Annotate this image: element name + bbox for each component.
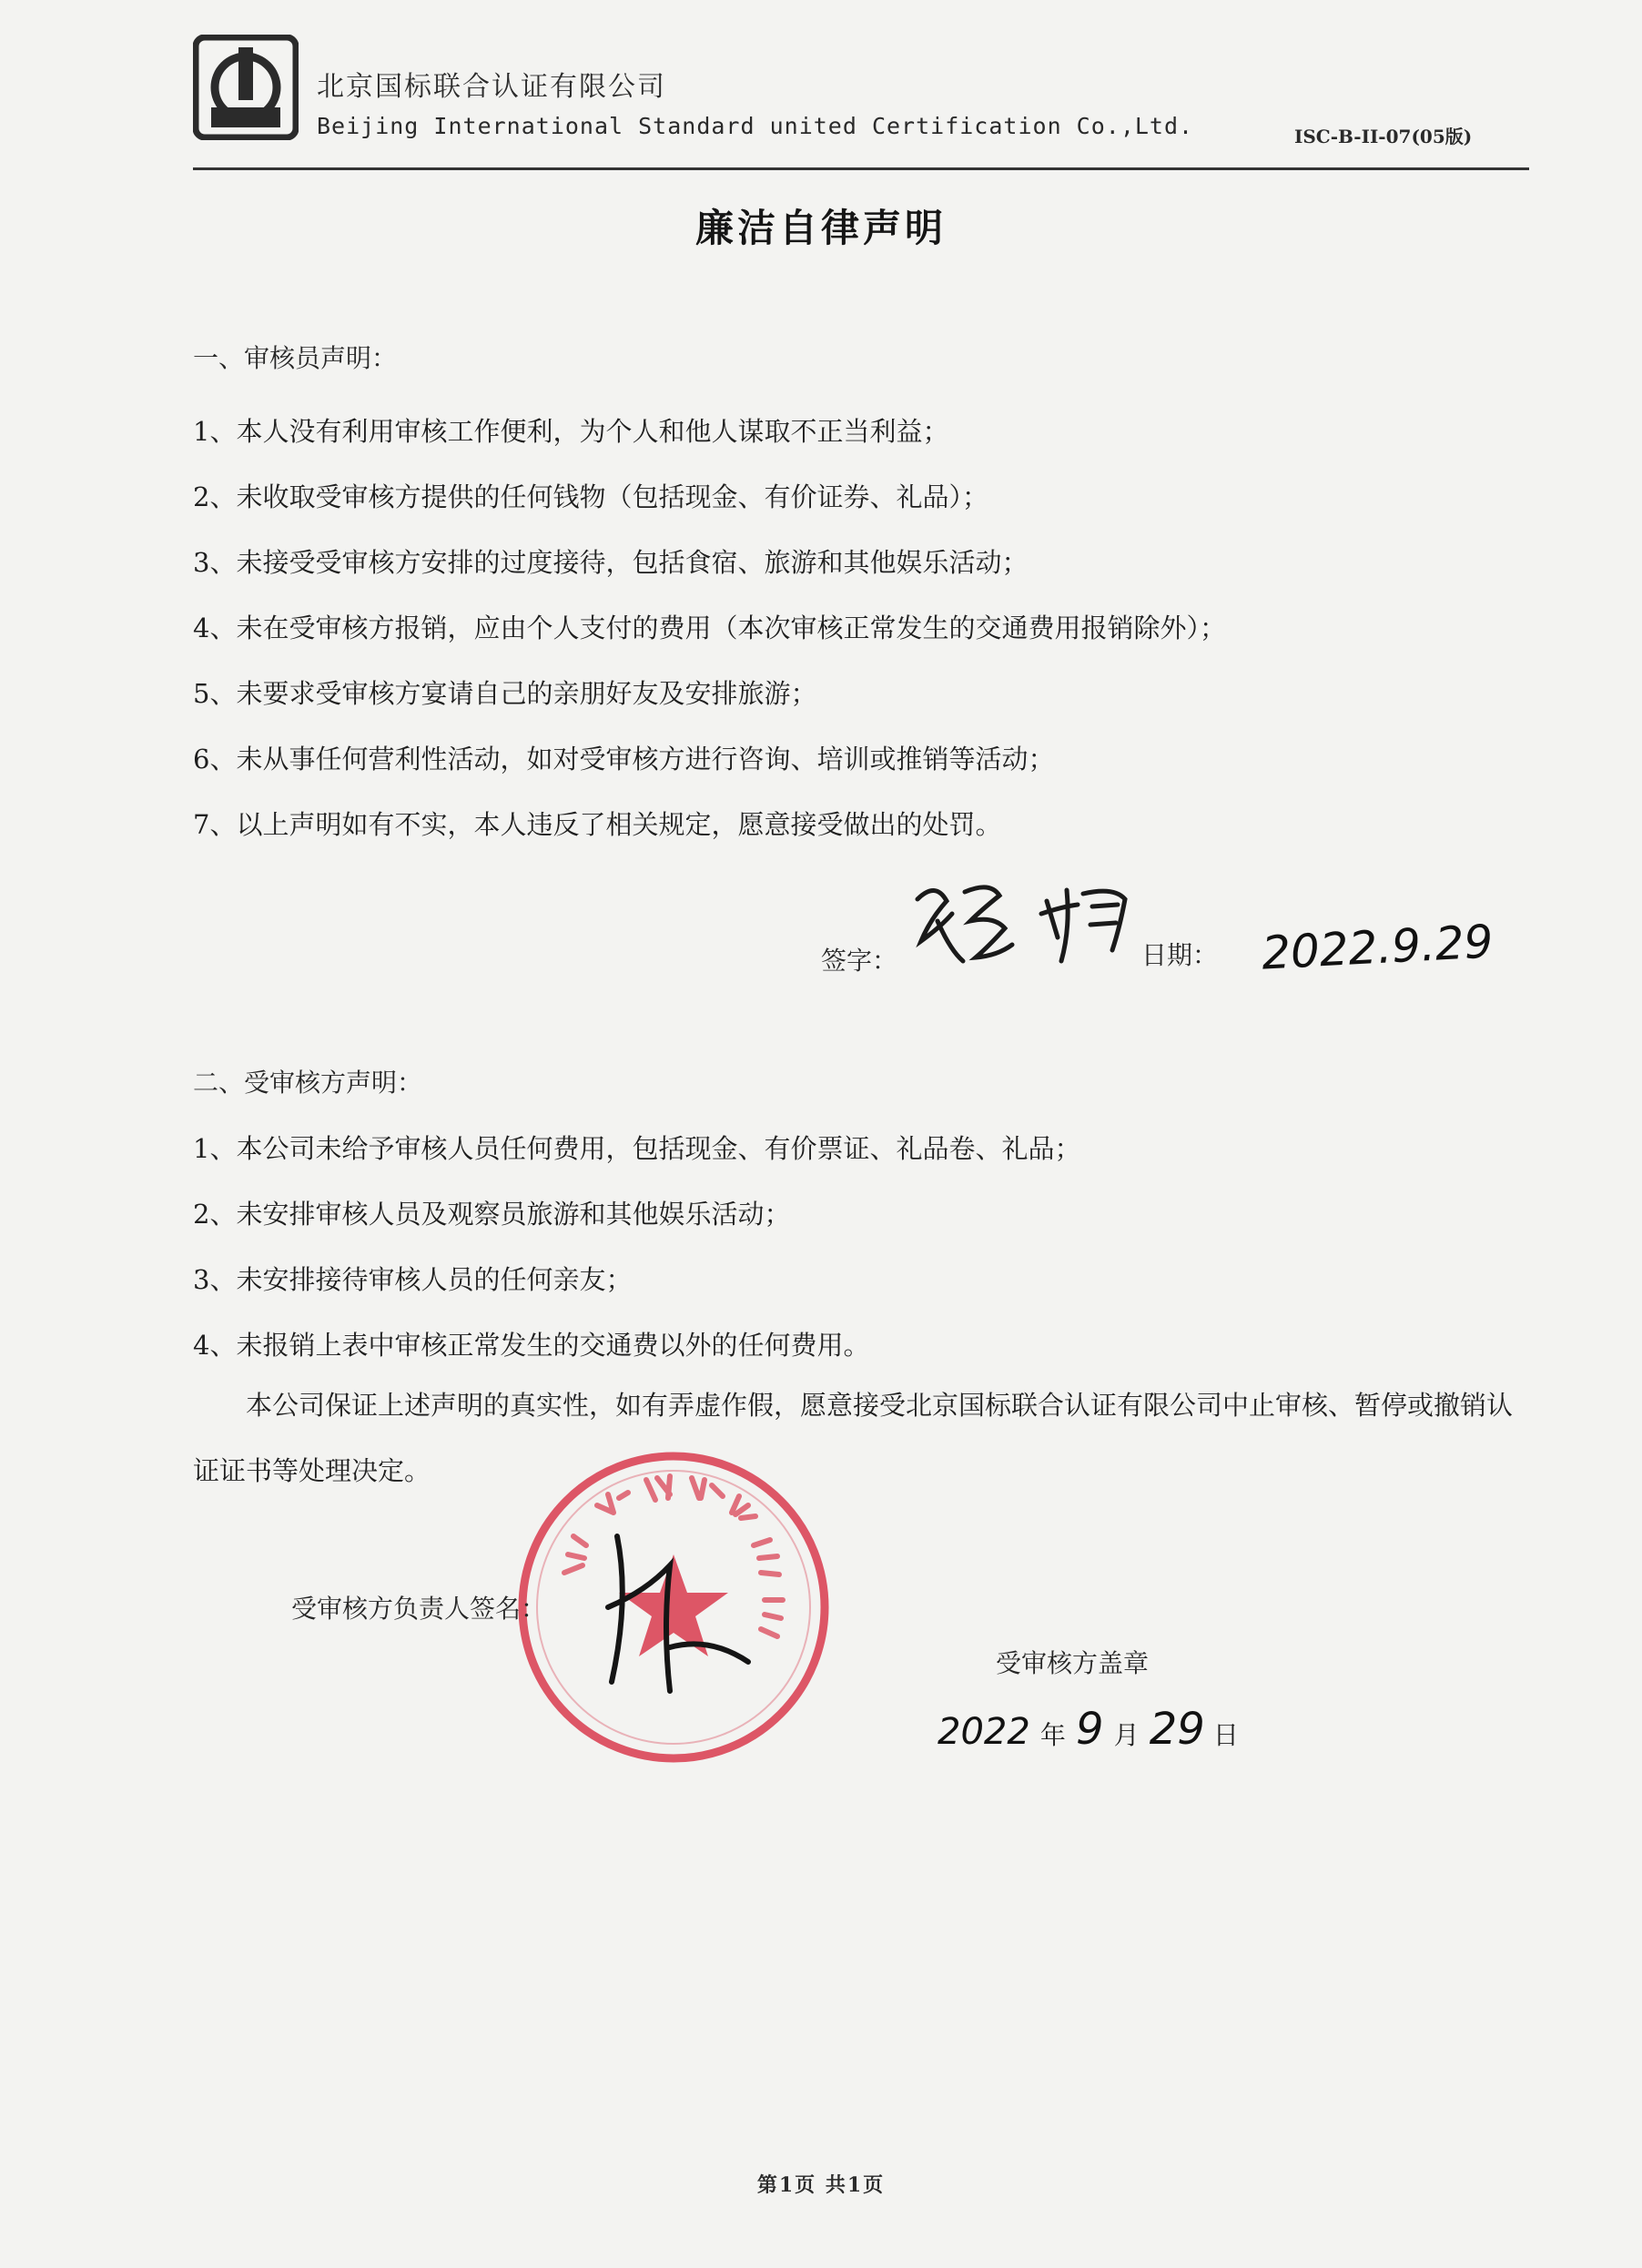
page-footer: 第1页 共1页 [756, 2173, 886, 2197]
guarantee-paragraph: 本公司保证上述声明的真实性，如有弄虚作假，愿意接受北京国标联合认证有限公司中止审核、暂停或撤销认证证书等处理决定。 [193, 1390, 1514, 1486]
header-divider [193, 167, 1529, 170]
document-title: 廉洁自律声明 [694, 206, 947, 250]
section2-heading: 二、受审核方声明： [193, 1068, 423, 1098]
date-day: 29 [1149, 1704, 1205, 1755]
section1-item: 2、未收取受审核方提供的任何钱物（包括现金、有价证券、礼品）； [193, 481, 988, 512]
signature-label: 签字： [821, 946, 898, 976]
section1-item: 4、未在受审核方报销，应由个人支付的费用（本次审核正常发生的交通费用报销除外）； [193, 613, 1226, 643]
date-year: 2022 [938, 1711, 1030, 1753]
section2-item: 3、未安排接待审核人员的任何亲友； [193, 1264, 633, 1295]
section1-item: 1、本人没有利用审核工作便利，为个人和他人谋取不正当利益； [193, 416, 949, 447]
section1-item: 7、以上声明如有不实，本人违反了相关规定，愿意接受做出的处罚。 [193, 809, 1002, 840]
section2-item: 4、未报销上表中审核正常发生的交通费以外的任何费用。 [193, 1330, 870, 1361]
company-logo-icon [193, 35, 299, 140]
date-month: 9 [1076, 1704, 1104, 1755]
day-char: 日 [1212, 1720, 1239, 1750]
auditee-date [938, 1704, 1239, 1755]
seal-label: 受审核方盖章 [996, 1648, 1150, 1678]
section2-item: 1、本公司未给予审核人员任何费用，包括现金、有价票证、礼品卷、礼品； [193, 1133, 1081, 1164]
auditor-signature [910, 874, 1138, 974]
section1-item: 5、未要求受审核方宴请自己的亲朋好友及安排旅游； [193, 678, 817, 709]
section1-heading: 一、审核员声明： [193, 343, 398, 373]
company-seal [510, 1445, 837, 1769]
form-code: ISC-B-II-07(05版) [1294, 126, 1473, 147]
section1-item: 3、未接受受审核方安排的过度接待，包括食宿、旅游和其他娱乐活动； [193, 547, 1029, 578]
responsible-person-label: 受审核方负责人签名： [291, 1594, 547, 1624]
auditor-date: 2022.9.29 [1260, 915, 1495, 980]
company-name-en: Beijing International Standard united Certification Co.,Ltd. [317, 113, 1194, 139]
section2-item: 2、未安排审核人员及观察员旅游和其他娱乐活动； [193, 1199, 791, 1230]
section1-item: 6、未从事任何营利性活动，如对受审核方进行咨询、培训或推销等活动； [193, 744, 1055, 775]
year-char: 年 [1039, 1720, 1066, 1750]
month-char: 月 [1113, 1720, 1140, 1750]
company-name-cn: 北京国标联合认证有限公司 [317, 71, 666, 103]
date-label: 日期： [1141, 940, 1219, 970]
